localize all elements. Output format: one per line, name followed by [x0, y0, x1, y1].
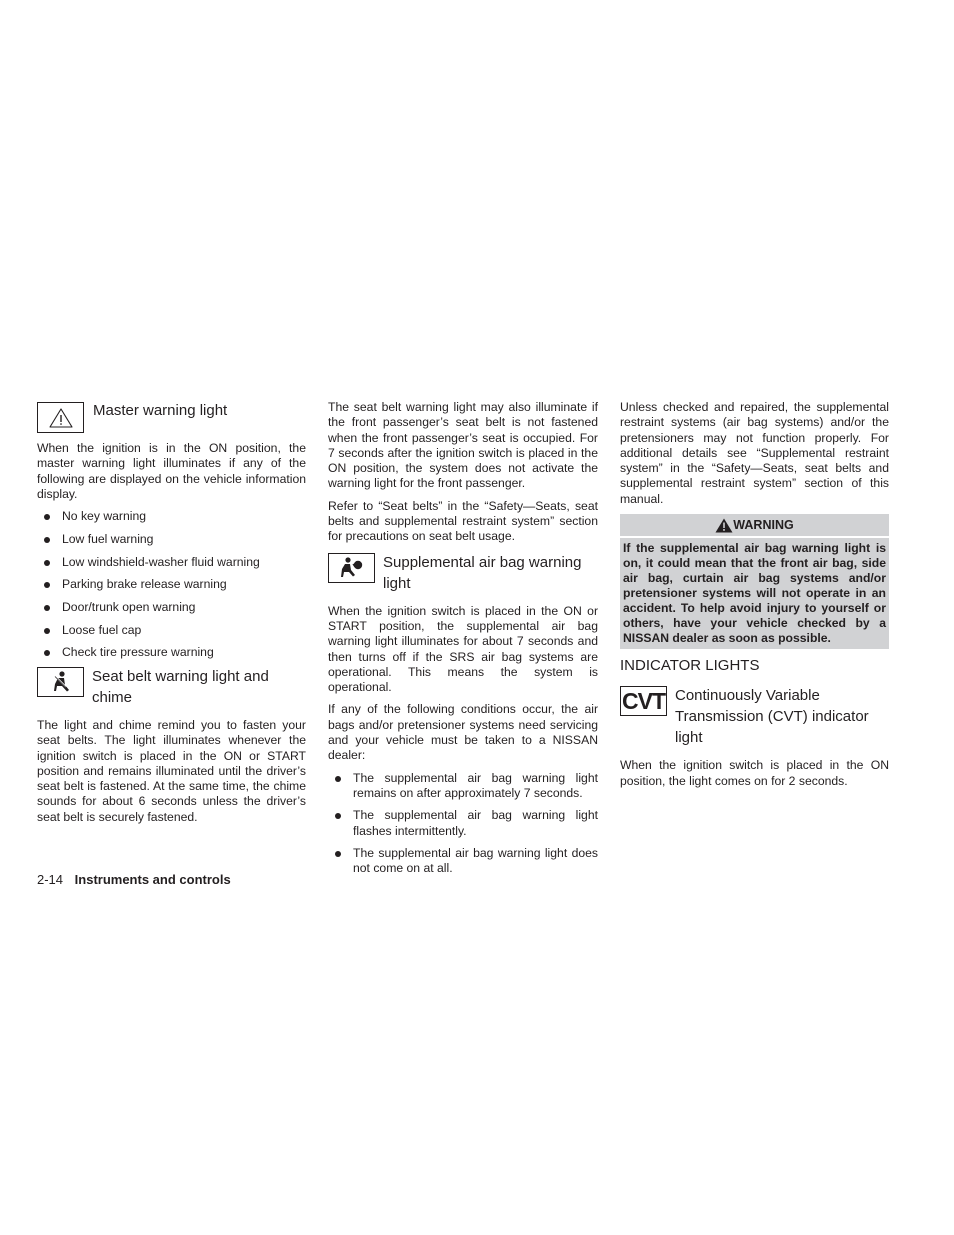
bullet-icon: [335, 776, 341, 782]
bullet-icon: [335, 851, 341, 857]
warning-body: If the supplemental air bag warning light is on, it could mean that the front air bag, side air bag, curtain air bag systems and/or pretensioner systems will not operate in an accident. To help avoid injury to yourself or others, have your vehicle checked by a NISSAN dealer as soon as possible.: [620, 538, 889, 649]
section-name: Instruments and controls: [74, 872, 231, 887]
master-warning-body: When the ignition is in the ON position, the master warning light illuminates if any of the following are displayed on the vehicle information display.: [37, 441, 306, 501]
list-item: Parking brake release warning: [37, 577, 306, 592]
seat-belt-passenger-paragraph: The seat belt warning light may also illuminate if the front passenger’s seat belt is not fastened when the front passenger’s seat is occupied. For 7 seconds after the ignition switch is placed in the ON position, the system does not activate the warning light for the front passenger.: [328, 400, 598, 491]
airbag-title: Supplemental air bag warning light: [383, 553, 582, 592]
bullet-icon: [44, 628, 50, 634]
airbag-heading: [328, 552, 598, 594]
list-item: Door/trunk open warning: [37, 600, 306, 615]
bullet-icon: [44, 514, 50, 520]
indicator-lights-title: INDICATOR LIGHTS: [620, 657, 760, 675]
list-item: The supplemental air bag warning light remains on after approximately 7 seconds.: [328, 771, 598, 802]
warning-triangle-icon: [37, 402, 84, 433]
seat-belt-reference-paragraph: Refer to “Seat belts” in the “Safety—Seats, seat belts and supplemental restraint system” section for precautions on seat belt usage.: [328, 498, 598, 544]
warning-icon: [715, 518, 733, 533]
page-number: 2-14: [37, 872, 64, 887]
list-item: Low windshield-washer fluid warning: [37, 555, 306, 570]
warning-label: WARNING: [733, 518, 794, 533]
warning-heading: [620, 514, 889, 536]
cvt-title: Continuously Variable Transmission (CVT) indicator light: [675, 687, 869, 747]
seat-belt-title: Seat belt warning light and chime: [92, 668, 269, 706]
cvt-icon: CVT: [620, 686, 667, 716]
seat-belt-heading: [37, 666, 306, 708]
airbag-body-1: When the ignition switch is placed in the ON or START position, the supplemental air bag warning light illuminates for about 7 seconds and then turns off if the SRS air bag systems are operational. This means the system is operational.: [328, 603, 598, 695]
cvt-body: When the ignition switch is placed in the ON position, the light comes on for 2 seconds.: [620, 758, 889, 788]
column-2: [328, 400, 598, 883]
seat-belt-body: The light and chime remind you to fasten your seat belts. The light illuminates whenever the ignition switch is placed in the ON or START position and remains illuminated until the driver’s seat belt is fastened. At the same time, the chime sounds for about 6 seconds unless the driver’s seat belt is securely fastened.: [37, 718, 306, 824]
list-item: Loose fuel cap: [37, 623, 306, 638]
airbag-conditions-list: [328, 771, 598, 877]
list-item: Low fuel warning: [37, 532, 306, 547]
bullet-icon: [335, 813, 341, 819]
list-item: The supplemental air bag warning light flashes intermittently.: [328, 808, 598, 839]
bullet-icon: [44, 537, 50, 543]
seat-belt-icon: [37, 667, 84, 697]
bullet-icon: [44, 582, 50, 588]
column-3: [620, 400, 889, 796]
unless-checked-paragraph: Unless checked and repaired, the supplemental restraint systems (air bag systems) and/or the pretensioners may not function properly. For additional details see “Supplemental restraint system” in the “Safety—Seats, seat belts and supplemental restraint system” section of this manual.: [620, 400, 889, 506]
list-item: The supplemental air bag warning light does not come on at all.: [328, 846, 598, 877]
page-footer: [37, 871, 231, 888]
list-item: Check tire pressure warning: [37, 645, 306, 660]
list-item: No key warning: [37, 509, 306, 524]
column-1: [37, 400, 306, 832]
bullet-icon: [44, 650, 50, 656]
master-warning-list: [37, 509, 306, 660]
bullet-icon: [44, 560, 50, 566]
bullet-icon: [44, 605, 50, 611]
master-warning-heading: [37, 400, 306, 433]
master-warning-title: Master warning light: [93, 402, 228, 419]
airbag-body-2: If any of the following conditions occur, the air bags and/or pretensioner systems need servicing and your vehicle must be taken to a NISSAN dealer:: [328, 702, 598, 763]
cvt-heading: [620, 685, 889, 748]
airbag-icon: [328, 553, 375, 583]
